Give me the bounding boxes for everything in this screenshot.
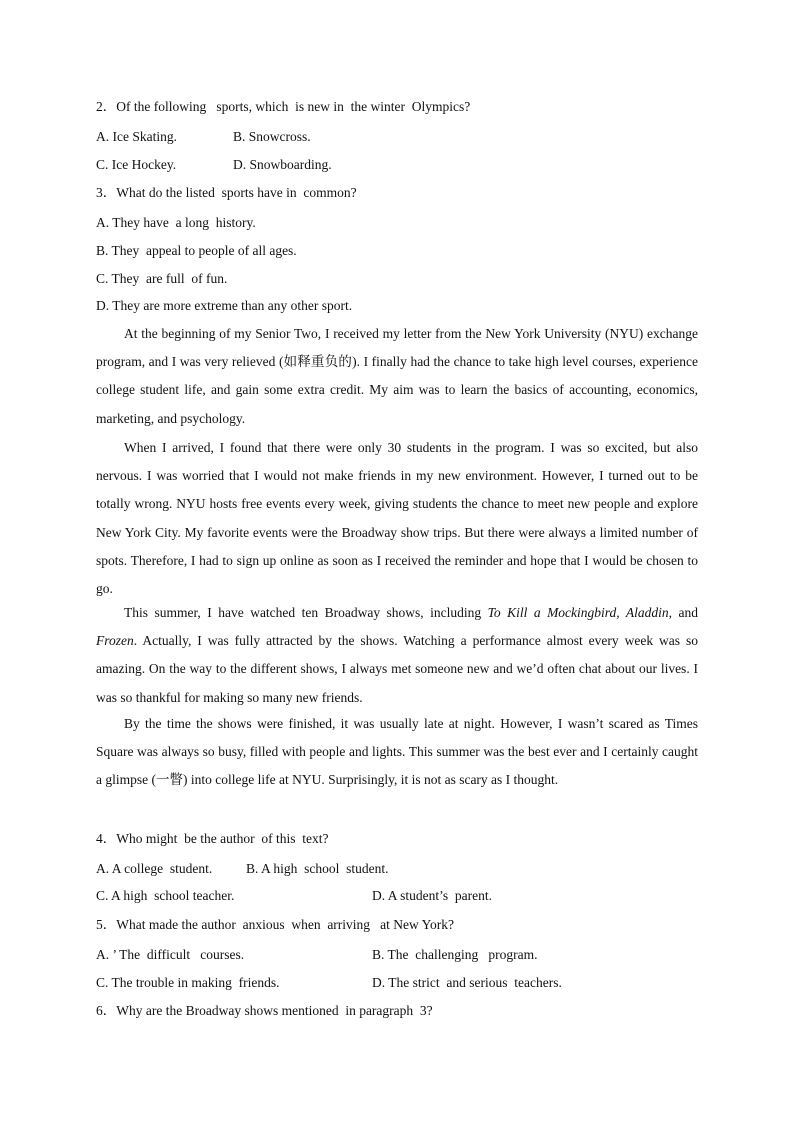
passage-paragraph-3 [96,599,698,712]
question-5-option-d: D. The strict and serious teachers. [372,975,562,990]
question-3-option-c: C. They are full of fun. [96,271,228,286]
question-4-option-c: C. A high school teacher. [96,888,235,903]
question-2-option-c: C. Ice Hockey. [96,157,177,172]
passage-paragraph-2: When I arrived, I found that there were only 30 students in the program. I was so excited, but also nervous. I was worried that I would not make friends in my new environment. However, I turned out to be totally wrong. NYU hosts free events every week, giving students the chance to meet new people and explore New York City. My favorite events were the Broadway show trips. But there were always a limited number of spots. Therefore, I had to sign up online as soon as I received the reminder and hope that I would be chosen to go. [96,440,698,597]
question-4-option-a: A. A college student. [96,861,213,876]
passage-paragraph-4: By the time the shows were finished, it was usually late at night. However, I wasn’t scared as Times Square was always so busy, filled with people and lights. This summer was the best ever and I certainly caught a glimpse (一瞥) into college life at NYU. Surprisingly, it is not as scary as I thought. [96,716,698,788]
question-2-option-a: A. Ice Skating. [96,129,177,144]
question-5-stem: 5．What made the author anxious when arriving at New York? [96,917,455,932]
question-5-option-b: B. The challenging program. [372,947,538,962]
show-title-frozen: Frozen [96,633,134,649]
show-titles: To Kill a Mockingbird, Aladdin [487,605,669,620]
question-5-option-c: C. The trouble in making friends. [96,975,280,990]
question-2-option-b: B. Snowcross. [233,129,311,144]
question-2-option-d: D. Snowboarding. [233,157,332,172]
question-3-option-b: B. They appeal to people of all ages. [96,243,297,258]
question-3-option-d: D. They are more extreme than any other sport. [96,298,353,313]
paragraph-3-text-c: . Actually, I was fully attracted by the shows. Watching a performance almost every week was so amazing. On the way to the different shows, I always met someone new and we’d often chat about our lives. I was so thankful for making so many new friends. [96,633,698,705]
question-6-stem: 6．Why are the Broadway shows mentioned in paragraph 3? [96,1003,433,1018]
question-2-stem: 2．Of the following sports, which is new in the winter Olympics? [96,99,471,114]
question-4-stem: 4．Who might be the author of this text? [96,831,329,846]
question-3-stem: 3．What do the listed sports have in common? [96,185,357,200]
question-3-option-a: A. They have a long history. [96,215,256,230]
question-4-option-d: D. A student’s parent. [372,888,492,903]
question-4-option-b: B. A high school student. [246,861,389,876]
paragraph-3-text-b: , and [668,605,698,620]
question-5-option-a: A. ’ The difficult courses. [96,947,245,962]
paragraph-3-text-a: This summer, I have watched ten Broadway shows, including [124,605,488,620]
passage-paragraph-1: At the beginning of my Senior Two, I received my letter from the New York University (NYU) exchange program, and I was very relieved (如释重负的). I finally had the chance to take high level courses, experience college student life, and gain some extra credit. My aim was to learn the basics of accounting, economics, marketing, and psychology. [96,326,698,426]
